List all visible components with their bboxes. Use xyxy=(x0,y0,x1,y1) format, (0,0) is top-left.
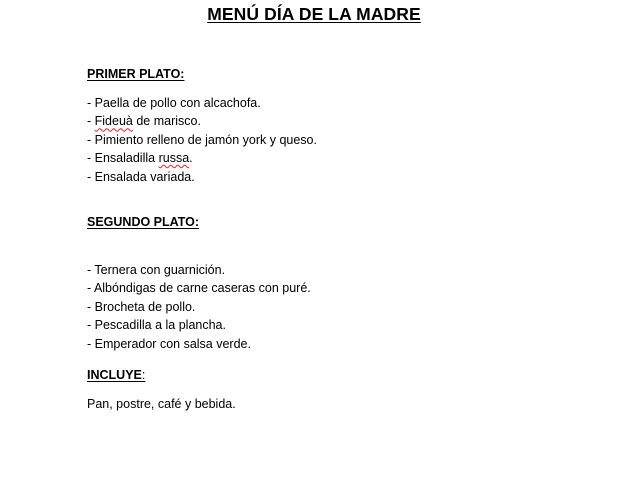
section-heading-incluye xyxy=(87,368,145,382)
list-item: - Emperador con salsa verde. xyxy=(87,336,251,351)
list-item: - Pimiento relleno de jamón york y queso. xyxy=(87,132,317,147)
primer-plato-list xyxy=(87,94,317,186)
spellcheck-word[interactable]: Fideuà xyxy=(94,114,133,129)
list-item: - Brocheta de pollo. xyxy=(87,299,196,314)
item-prefix: - xyxy=(87,114,95,129)
segundo-plato-list xyxy=(87,261,311,353)
incluye-text: Pan, postre, café y bebida. xyxy=(87,397,236,411)
list-item-text: de marisco. xyxy=(132,114,201,129)
list-item: - Ternera con guarnición. xyxy=(87,263,226,277)
document-title: MENÚ DÍA DE LA MADRE xyxy=(207,4,421,24)
section-heading-segundo-plato: SEGUNDO PLATO: xyxy=(87,215,200,229)
list-item: - Paella de pollo con alcachofa. xyxy=(87,96,261,110)
list-item-text: - Ensaladilla xyxy=(87,151,159,166)
list-item: - Albóndigas de carne caseras con puré. xyxy=(87,281,311,296)
list-item xyxy=(87,149,317,167)
section-heading-primer-plato: PRIMER PLATO: xyxy=(87,67,185,81)
spellcheck-word[interactable]: russa xyxy=(158,151,190,166)
list-item-text: . xyxy=(189,151,193,166)
incluye-heading-label: INCLUYE xyxy=(87,368,142,382)
incluye-heading-colon: : xyxy=(141,368,146,382)
list-item xyxy=(87,112,317,130)
list-item: - Pescadilla a la plancha. xyxy=(87,318,226,333)
list-item: - Ensalada variada. xyxy=(87,169,195,184)
